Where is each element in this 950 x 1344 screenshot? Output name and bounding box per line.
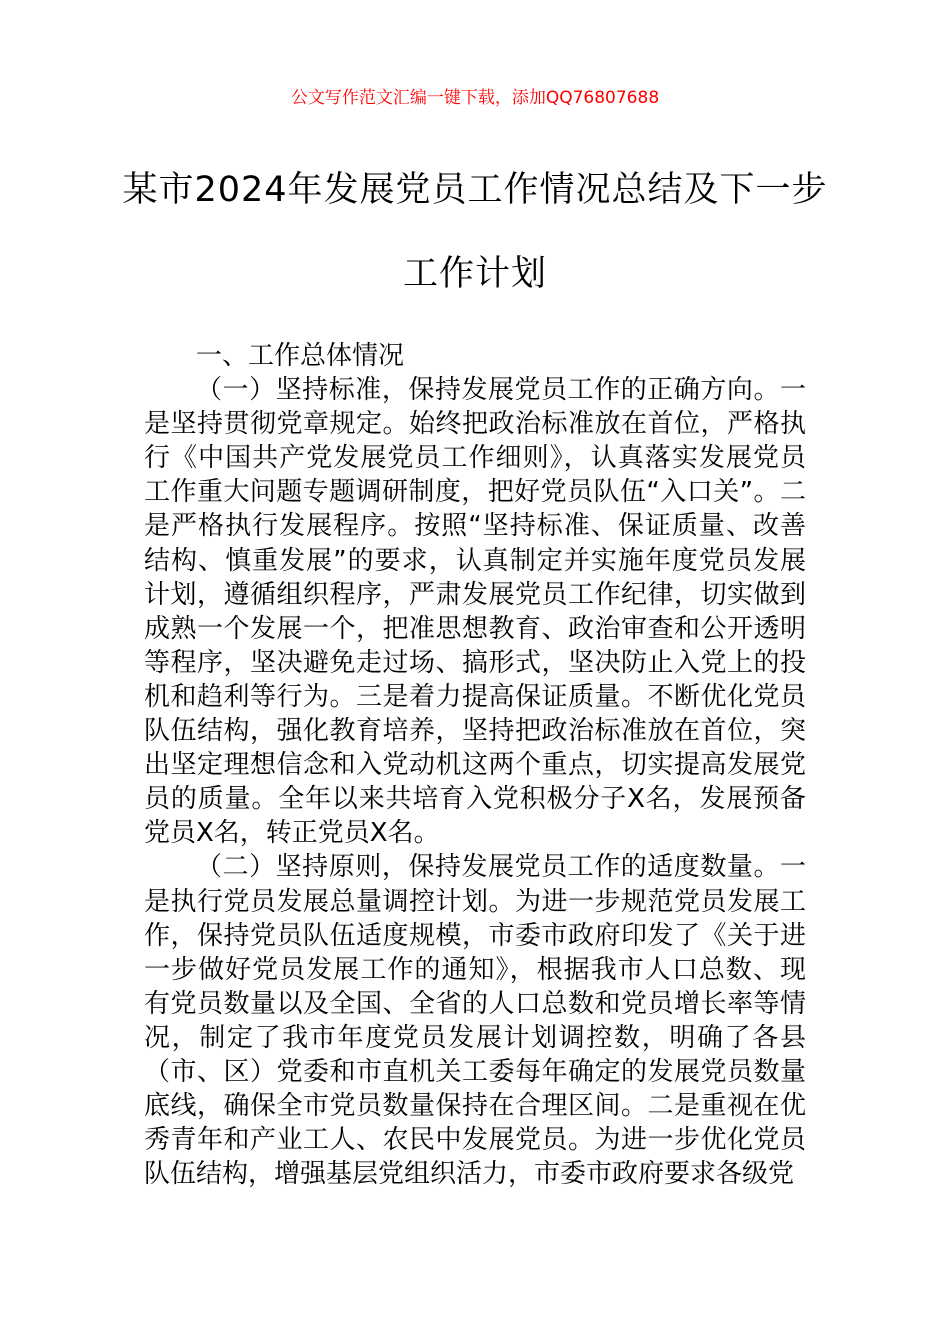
- document-body: [144, 339, 806, 1191]
- section-heading: 一、工作总体情况: [196, 341, 405, 371]
- paragraph-2: （二）坚持原则，保持发展党员工作的适度数量。一是执行党员发展总量调控计划。为进一步规范党员发展工作，保持党员队伍适度规模，市委市政府印发了《关于进一步做好党员发展工作的通知》，根据我市人口总数、现有党员数量以及全国、全省的人口总数和党员增长率等情况，制定了我市年度党员发展计划调控数，明确了各县（市、区）党委和市直机关工委每年确定的发展党员数量底线，确保全市党员数量保持在合理区间。二是重视在优秀青年和产业工人、农民中发展党员。为进一步优化党员队伍结构，增强基层党组织活力，市委市政府要求各级党: [144, 852, 806, 1190]
- download-watermark: 公文写作范文汇编一键下载，添加QQ76807688: [290, 88, 660, 108]
- paragraph-1: （一）坚持标准，保持发展党员工作的正确方向。一是坚持贯彻党章规定。始终把政治标准放在首位，严格执行《中国共产党发展党员工作细则》，认真落实发展党员工作重大问题专题调研制度，把好党员队伍“入口关”。二是严格执行发展程序。按照“坚持标准、保证质量、改善结构、慎重发展”的要求，认真制定并实施年度党员发展计划，遵循组织程序，严肃发展党员工作纪律，切实做到成熟一个发展一个，把准思想教育、政治审查和公开透明等程序，坚决避免走过场、搞形式，坚决防止入党上的投机和趋利等行为。三是着力提高保证质量。不断优化党员队伍结构，强化教育培养，坚持把政治标准放在首位，突出坚定理想信念和入党动机这两个重点，切实提高发展党员的质量。全年以来共培育入党积极分子X名，发展预备党员X名，转正党员X名。: [144, 375, 806, 849]
- document-title: 某市2024年发展党员工作情况总结及下一步工作计划: [122, 170, 828, 294]
